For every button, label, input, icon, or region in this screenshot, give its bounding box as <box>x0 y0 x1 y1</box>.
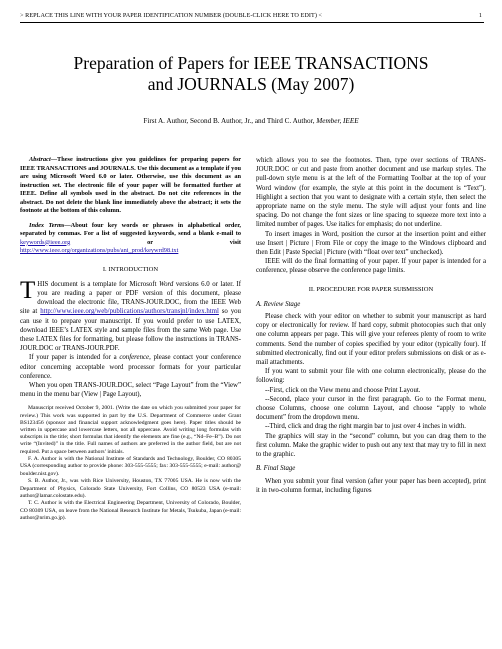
author-names: First A. Author, Second B. Author, Jr., and Third C. Author, <box>143 117 317 125</box>
intro-p1-b: versions 6.0 or later. If you are reading a paper or PDF version of this document, please download the electronic file, TRANS-JOUR.DOC, from the IEEE Web site at <box>20 280 241 316</box>
review-paragraph-3: The graphics will stay in the “second” column, but you can drag them to the first column. Make the graphic wider to push out any text that may try to fill in next to the graphic. <box>256 432 486 459</box>
page-number: 1 <box>478 12 482 19</box>
running-header <box>20 12 482 19</box>
intro-p1-c: so you can use it to prepare your manuscript. If you would prefer to use LATEX, download IEEE’s LATEX style and sample files from the same Web page. Use these LATEX files for formatting, but please follow the instructions in TRANS-JOUR.DOC or TRANS-JOUR.PDF. <box>20 308 241 353</box>
section-heading-intro: I. INTRODUCTION <box>102 265 159 273</box>
footnote-second-author: S. B. Author, Jr., was with Rice University, Houston, TX 77005 USA. He is now with the Department of Physics, Colorado State University, Fort Collins, CO 80523 USA (e-mail: author@lamar.colostate.edu). <box>20 478 241 499</box>
section-heading-procedure: II. PROCEDURE FOR PAPER SUBMISSION <box>308 285 434 293</box>
intro-paragraph-2 <box>20 353 241 381</box>
abstract-label: Abstract <box>29 156 51 163</box>
right-column <box>256 156 486 495</box>
footnote-first-author: F. A. Author is with the National Institute of Standards and Technology, Boulder, CO 80305 USA (corresponding author to provide phone: 303-555-5555; fax: 303-555-5555; e-mail: author@ boulder.nist.gov). <box>20 456 241 477</box>
header-rule <box>20 22 484 23</box>
intro-p1-a: HIS document is a template for Microsoft <box>37 280 159 288</box>
intro-p1-word: Word <box>159 280 174 288</box>
intro-p2-a: If your paper is intended for a <box>29 354 120 362</box>
subsection-final-stage: B. Final Stage <box>256 465 296 473</box>
template-url-link[interactable]: http://www.ieee.org/web/publications/authors/transjnl/index.html <box>40 308 219 316</box>
index-terms-label: Index Terms <box>29 221 65 229</box>
right-paragraph-2: To insert images in Word, position the cursor at the insertion point and either use Insert | Picture | From File or copy the image to the Windows clipboard and then Edit | Paste Special | Picture (with “float over text” unchecked). <box>256 230 486 257</box>
keywords-email-link[interactable]: keywords@ieee.org <box>20 238 71 246</box>
header-instruction[interactable]: > REPLACE THIS LINE WITH YOUR PAPER IDENTIFICATION NUMBER (DOUBLE-CLICK HERE TO EDIT) < <box>20 12 323 19</box>
right-paragraph-3: IEEE will do the final formatting of your paper. If your paper is intended for a conference, please observe the conference page limits. <box>256 258 486 275</box>
abstract <box>20 156 241 216</box>
subsection-review-stage: A. Review Stage <box>256 300 301 308</box>
index-terms-text: —About four key words or phrases in alphabetical order, separated by commas. For a list of suggested keywords, send a blank e-mail to <box>20 221 241 237</box>
drop-cap: T <box>20 276 36 304</box>
title-line-2: and JOURNALS (May 2007) <box>147 74 355 94</box>
right-paragraph-1: which allows you to see the footnotes. Then, type over sections of TRANS-JOUR.DOC or cut and paste from another document and use markup styles. The pull-down style menu is at the left of the Formatting Toolbar at the top of your Word window (for example, the style at this point in the document is “Text”). Highlight a section that you want to designate with a certain style, then select the appropriate name on the style menu. The style will adjust your fonts and line spacing. Do not change the font sizes or line spacing to squeeze more text into a limited number of pages. Use italics for emphasis; do not underline. <box>256 157 486 229</box>
abstract-text: —These instructions give you guidelines for preparing papers for IEEE TRANSACTIONS and JOURNALS. Use this document as a template if you are using Microsoft Word 6.0 or later. Otherwise, use this document as an instruction set. The electronic file of your paper will be formatted further at IEEE. Define all symbols used in the abstract. Do not cite references in the abstract. Do not delete the blank line immediately above the abstract; it sets the footnote at the bottom of this column. <box>20 156 241 214</box>
keywords-url-link[interactable]: http://www.ieee.org/organizations/pubs/ani_prod/keywrd98.txt <box>20 247 179 254</box>
review-step-2: --Second, place your cursor in the first paragraph. Go to the Format menu, choose Columns, choose one column Layout, and choose “apply to whole document” from the dropdown menu. <box>256 395 486 422</box>
index-terms-or: or visit <box>70 238 241 246</box>
title-line-1: Preparation of Papers for IEEE TRANSACTIONS <box>73 53 429 73</box>
author-line <box>20 117 482 125</box>
final-paragraph-1: When you submit your final version (after your paper has been accepted), print it in two-column format, including figures <box>256 477 486 494</box>
left-column <box>20 156 241 523</box>
intro-paragraph-1 <box>20 276 241 354</box>
intro-p2-b: , please contact your conference editor concerning acceptable word processor formats for your particular conference. <box>20 354 241 380</box>
review-paragraph-1: Please check with your editor on whether to submit your manuscript as hard copy or electronically for review. If hard copy, submit photocopies such that only one column appears per page. This will give your referees plenty of room to write comments. Send the number of copies specified by your editor (typically four). If submitted electronically, find out if your editor prefers submissions on disk or as e-mail attachments. <box>256 313 486 367</box>
footnote-third-author: T. C. Author is with the Electrical Engineering Department, University of Colorado, Boulder, CO 80309 USA, on leave from the National Research Institute for Metals, Tsukuba, Japan (e-mail: author@nrim.go.jp). <box>20 500 241 521</box>
author-membership: Member, IEEE <box>316 117 359 125</box>
footnote-manuscript: Manuscript received October 9, 2001. (Write the date on which you submitted your paper for review.) This work was supported in part by the U.S. Department of Commerce under Grant BS123456 (sponsor and financial support acknowledgment goes here). Paper titles should be written in uppercase and lowercase letters, not all uppercase. Avoid writing long formulas with subscripts in the title; short formulas that identify the elements are fine (e.g., “Nd–Fe–B”). Do not write “(Invited)” in the title. Full names of authors are preferred in the author field, but are not required. Put a space between authors’ initials. <box>20 405 241 455</box>
review-paragraph-2: If you want to submit your file with one column electronically, please do the following: <box>256 368 486 385</box>
review-step-1: --First, click on the View menu and choose Print Layout. <box>265 386 421 394</box>
footnotes <box>20 405 241 522</box>
intro-p2-conference: conference <box>119 354 150 362</box>
paper-title <box>20 53 482 95</box>
review-step-3: --Third, click and drag the right margin bar to just over 4 inches in width. <box>265 423 466 431</box>
intro-paragraph-3: When you open TRANS-JOUR.DOC, select “Page Layout” from the “View” menu in the menu bar (View | Page Layout), <box>20 381 241 399</box>
index-terms <box>20 222 241 256</box>
